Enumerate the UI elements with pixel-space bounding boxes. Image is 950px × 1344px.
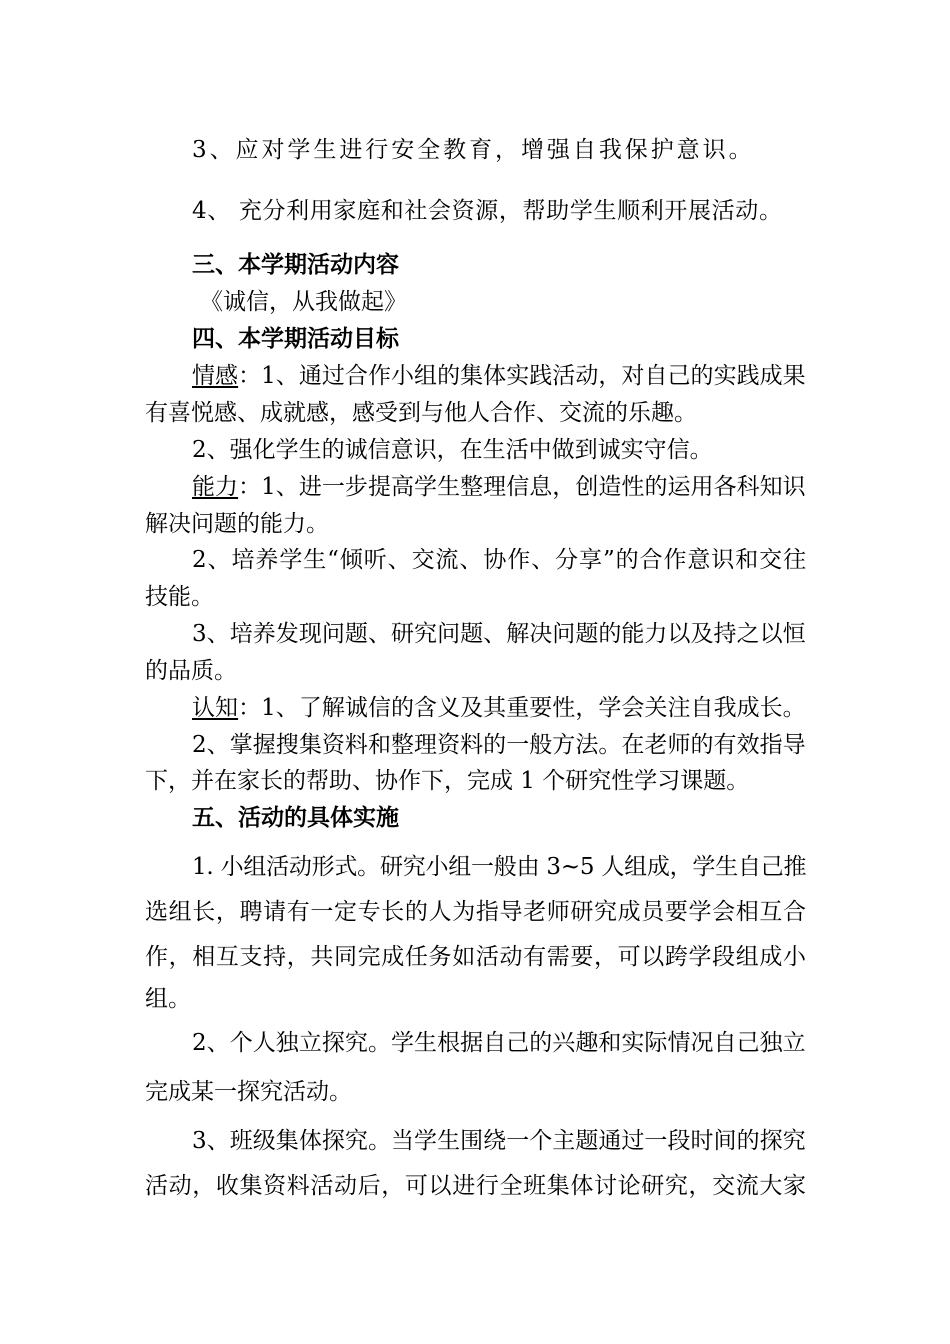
goal-cognition-2: 2、掌握搜集资料和整理资料的一般方法。在老师的有效指导	[192, 732, 806, 758]
goal-emotion-cont: 有喜悦感、成就感，感受到与他人合作、交流的乐趣。	[145, 400, 697, 426]
goal-emotion-2: 2、强化学生的诚信意识，在生活中做到诚实守信。	[192, 437, 713, 463]
impl-2-line-1: 2、个人独立探究。学生根据自己的兴趣和实际情况自己独立	[192, 1030, 806, 1056]
goal-cognition-text: ：1、了解诚信的含义及其重要性，学会关注自我成长。	[238, 695, 806, 721]
impl-3-line-1: 3、班级集体探究。当学生围绕一个主题通过一段时间的探究	[192, 1128, 806, 1154]
heading-section-3: 三、本学期活动内容	[192, 251, 399, 278]
goal-ability-2: 2、培养学生“倾听、交流、协作、分享”的合作意识和交往	[192, 547, 807, 573]
impl-3-line-2: 活动，收集资料活动后，可以进行全班集体讨论研究，交流大家	[145, 1173, 807, 1199]
goal-ability-3-cont: 的品质。	[145, 658, 237, 684]
paragraph-safety: 3、应对学生进行安全教育，增强自我保护意识。	[192, 137, 755, 163]
impl-1-line-3: 作，相互支持，共同完成任务如活动有需要，可以跨学段组成小	[145, 944, 807, 970]
goal-ability-line	[192, 473, 806, 501]
goal-emotion-text: ：1、通过合作小组的集体实践活动，对自己的实践成果	[238, 363, 806, 389]
impl-1-line-1: 1. 小组活动形式。研究小组一般由 3~5 人组成，学生自己推	[192, 854, 807, 880]
goal-ability-2-cont: 技能。	[145, 584, 214, 610]
impl-1-line-4: 组。	[145, 986, 191, 1012]
label-emotion: 情感	[192, 363, 239, 389]
impl-1-line-2: 选组长，聘请有一定专长的人为指导老师研究成员要学会相互合	[145, 899, 807, 925]
label-cognition: 认知	[192, 695, 239, 721]
goal-ability-3: 3、培养发现问题、研究问题、解决问题的能力以及持之以恒	[192, 621, 806, 647]
goal-cognition-2-cont: 下，并在家长的帮助、协作下，完成 1 个研究性学习课题。	[145, 768, 750, 794]
goal-ability-cont: 解决问题的能力。	[145, 511, 329, 537]
paragraph-resources: 4、 充分利用家庭和社会资源，帮助学生顺利开展活动。	[192, 198, 783, 224]
goal-ability-text: ：1、进一步提高学生整理信息，创造性的运用各科知识	[238, 474, 806, 500]
goal-cognition-line	[192, 694, 806, 722]
heading-section-4: 四、本学期活动目标	[192, 325, 399, 352]
heading-section-5: 五、活动的具体实施	[192, 804, 399, 831]
goal-emotion-line	[192, 362, 806, 390]
impl-2-line-2: 完成某一探究活动。	[145, 1079, 352, 1105]
activity-title: 《诚信，从我做起》	[200, 289, 407, 315]
label-ability: 能力	[192, 474, 239, 500]
